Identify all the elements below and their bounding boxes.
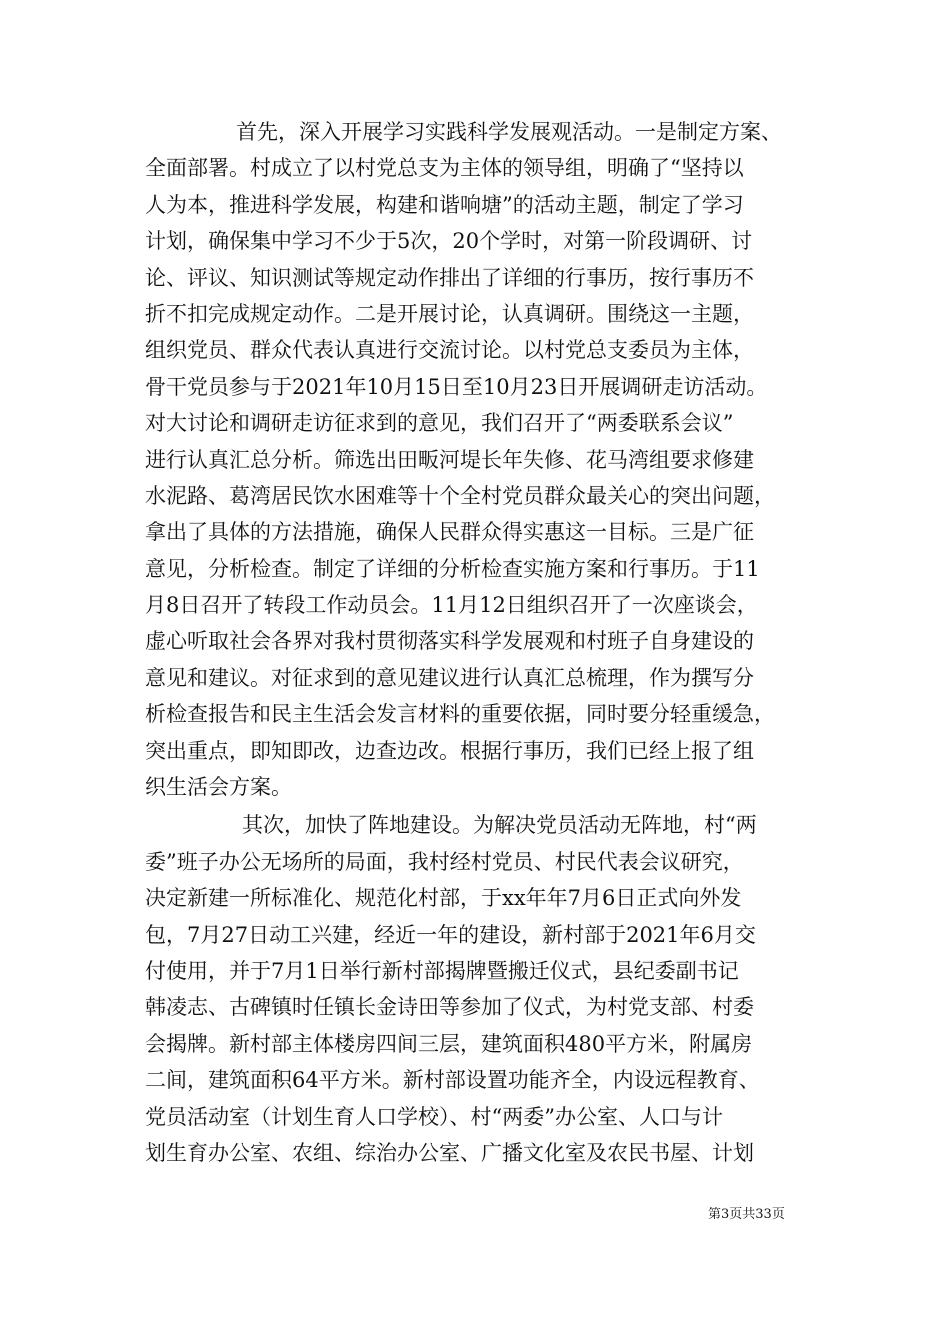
text-line: 韩凌志、古碑镇时任镇长金诗田等参加了仪式，为村党支部、村委: [145, 995, 754, 1020]
text-line: 全面部署。村成立了以村党总支为主体的领导组，明确了“坚持以: [145, 156, 744, 181]
text-line: 意见和建议。对征求到的意见建议进行认真汇总梳理，作为撰写分: [145, 665, 754, 690]
text-line: 计划，确保集中学习不少于5次，20个学时，对第一阶段调研、讨: [145, 229, 753, 254]
text-line: 决定新建一所标准化、规范化村部，于xx年年7月6日正式向外发: [145, 886, 742, 911]
text-line: 折不扣完成规定动作。二是开展讨论，认真调研。围绕这一主题，: [145, 301, 754, 326]
text-line: 划生育办公室、农组、综治办公室、广播文化室及农民书屋、计划: [145, 1140, 754, 1165]
text-line: 人为本，推进科学发展，构建和谐响塘”的活动主题，制定了学习: [145, 192, 744, 217]
text-line: 委”班子办公无场所的局面，我村经村党员、村民代表会议研究，: [145, 849, 744, 874]
text-line: 其次，加快了阵地建设。为解决党员活动无阵地，村“两: [242, 813, 757, 838]
page-number-footer: 第3页共33页: [708, 1207, 785, 1222]
text-line: 党员活动室（计划生育人口学校）、村“两委”办公室、人口与计: [145, 1104, 723, 1129]
text-line: 二间，建筑面积64平方米。新村部设置功能齐全，内设远程教育、: [145, 1068, 760, 1093]
text-line: 月8日召开了转段工作动员会。11月12日组织召开了一次座谈会，: [145, 593, 758, 618]
text-line: 会揭牌。新村部主体楼房四间三层，建筑面积480平方米，附属房: [145, 1031, 753, 1056]
text-line: 析检查报告和民主生活会发言材料的重要依据，同时要分轻重缓急，: [145, 702, 775, 727]
text-line: 组织党员、群众代表认真进行交流讨论。以村党总支委员为主体，: [145, 338, 754, 363]
text-line: 对大讨论和调研走访征求到的意见，我们召开了“两委联系会议”: [145, 411, 734, 436]
text-line: 突出重点，即知即改，边查边改。根据行事历，我们已经上报了组: [145, 738, 754, 763]
paragraph-first: [145, 114, 810, 805]
text-line: 虚心听取社会各界对我村贯彻落实科学发展观和村班子自身建设的: [145, 629, 754, 654]
text-line: 意见，分析检查。制定了详细的分析检查实施方案和行事历。于11: [145, 556, 760, 581]
text-line: 包，7月27日动工兴建，经近一年的建设，新村部于2021年6月交: [145, 922, 756, 947]
text-line: 论、评议、知识测试等规定动作排出了详细的行事历，按行事历不: [145, 265, 754, 290]
text-line: 进行认真汇总分析。筛选出田畈河堤长年失修、花马湾组要求修建: [145, 447, 754, 472]
document-body: [145, 114, 810, 1171]
text-line: 首先，深入开展学习实践科学发展观活动。一是制定方案、: [236, 120, 782, 144]
text-line: 骨干党员参与于2021年10月15日至10月23日开展调研走访活动。: [145, 374, 768, 399]
text-line: 织生活会方案。: [145, 775, 292, 800]
text-line: 水泥路、葛湾居民饮水困难等十个全村党员群众最关心的突出问题，: [145, 483, 775, 508]
paragraph-second: [145, 807, 810, 1171]
text-line: 拿出了具体的方法措施，确保人民群众得实惠这一目标。三是广征: [145, 520, 754, 545]
text-line: 付使用，并于7月1日举行新村部揭牌暨搬迁仪式，县纪委副书记: [145, 958, 739, 983]
